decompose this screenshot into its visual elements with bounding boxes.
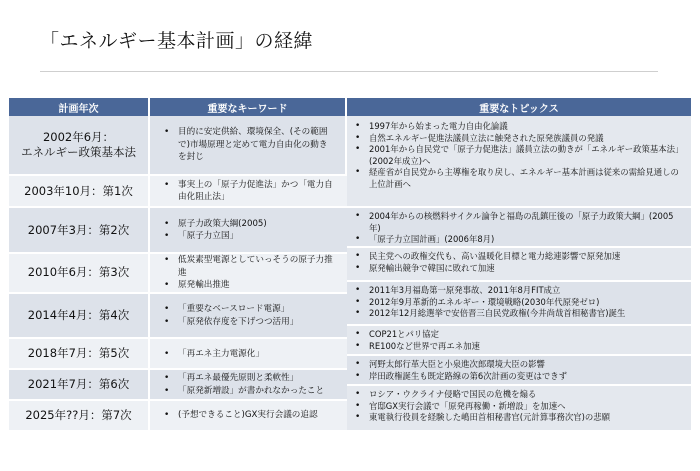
title-divider xyxy=(40,71,658,72)
keyword-item: • 「重要なベースロード電源」 xyxy=(164,303,337,316)
plan-cell: 2010年6月：第3次 xyxy=(9,254,150,295)
table-row xyxy=(9,116,691,176)
plan-cell: 2018年7月：第5次 xyxy=(9,339,150,370)
topic-item: • 2012年12月総選挙で安倍晋三自民党政権(今井尚哉首相秘書官)誕生 xyxy=(353,308,683,320)
topic-item: • 河野太郎行革大臣と小泉進次郎環境大臣の影響 xyxy=(353,359,683,371)
keyword-cell xyxy=(150,401,347,432)
keyword-item: • 原子力政策大綱(2005) xyxy=(164,218,337,231)
plan-line: エネルギー政策基本法 xyxy=(21,144,136,159)
topic-item: • 官邸GX実行会議で「原発再稼働・新増設」を加速へ xyxy=(353,401,683,413)
keyword-item: • 事実上の「原子力促進法」かつ「電力自由化阻止法」 xyxy=(164,179,337,204)
topic-group xyxy=(347,356,691,386)
plan-line: 2002年6月： xyxy=(42,129,115,144)
keyword-item: • 「再エネ最優先原則と柔軟性」 xyxy=(164,372,337,385)
topic-item: • 2004年からの核燃料サイクル論争と福島の乱鎮圧後の「原子力政策大綱」(2005年) xyxy=(353,211,683,234)
topic-item: • ロシア・ウクライナ侵略で国民の危機を煽る xyxy=(353,389,683,401)
plan-cell: 2003年10月：第1次 xyxy=(9,176,150,209)
keyword-cell xyxy=(150,294,347,339)
plan-cell: 2014年4月：第4次 xyxy=(9,294,150,339)
plan-cell: 2021年7月：第6次 xyxy=(9,370,150,401)
topic-item: • 経産省が自民党から主導権を取り戻し、エネルギー基本計画は従来の需給見通しの上位計画へ xyxy=(353,167,683,190)
topic-item: • 原発輸出競争で韓国に敗れて加速 xyxy=(353,263,683,275)
plan-cell: 2025年??月：第7次 xyxy=(9,401,150,432)
keyword-item: • 低炭素型電源としていっそうの原子力推進 xyxy=(164,254,337,279)
keyword-cell xyxy=(150,370,347,401)
topic-item: • 民主党への政権交代も、高い温暖化目標と電力総連影響で原発加速 xyxy=(353,251,683,263)
topic-item: • 2012年9月革新的エネルギー・環境戦略(2030年代原発ゼロ) xyxy=(353,297,683,309)
topic-item: • 東電執行役員を経験した嶋田首相秘書官(元計算事務次官)の悲願 xyxy=(353,412,683,424)
topic-item: • 岸田政権誕生も既定路線の第6次計画の変更はできず xyxy=(353,371,683,383)
topic-group xyxy=(347,386,691,430)
topic-item: • COP21とパリ協定 xyxy=(353,329,683,341)
keyword-item: • 「原発新増設」が書かれなかったこと xyxy=(164,385,337,398)
topic-item: • 自然エネルギー促進法議員立法に触発された原発族議員の発議 xyxy=(353,133,683,145)
keyword-item: • 目的に安定供給、環境保全、(その範囲で)市場原理と定めて電力自由化の動きを封じ xyxy=(164,126,335,164)
topic-group xyxy=(347,208,691,248)
plan-cell xyxy=(9,116,150,176)
topic-group xyxy=(347,282,691,326)
topic-item: • RE100など世界で再エネ加速 xyxy=(353,341,683,353)
topic-item: • 2011年3月福島第一原発事故、2011年8月FIT成立 xyxy=(353,285,683,297)
topic-group xyxy=(347,326,691,356)
keyword-cell xyxy=(150,208,347,253)
header-keywords: 重要なキーワード xyxy=(150,98,347,116)
topic-item: • 2001年から自民党で「原子力促進法」議員立法の動きが「エネルギー政策基本法」(2002年成立)へ xyxy=(353,144,683,167)
keyword-item: • 「原発依存度を下げつつ活用」 xyxy=(164,316,337,329)
topic-group xyxy=(347,116,691,208)
header-topics: 重要なトピックス xyxy=(347,98,691,116)
keyword-item: • (予想できること)GX実行会議の追認 xyxy=(164,409,337,422)
keyword-cell xyxy=(150,116,347,176)
header-plan-year: 計画年次 xyxy=(9,98,150,116)
plan-cell: 2007年3月：第2次 xyxy=(9,208,150,253)
topic-item: • 1997年から始まった電力自由化論議 xyxy=(353,121,683,133)
keyword-item: • 「再エネ主力電源化」 xyxy=(164,348,337,361)
topics-cell xyxy=(347,116,691,432)
energy-plan-history-table xyxy=(9,98,691,432)
table-header-row xyxy=(9,98,691,116)
keyword-item: • 「原子力立国」 xyxy=(164,230,337,243)
topic-group xyxy=(347,248,691,282)
topic-item: • 「原子力立国計画」(2006年8月) xyxy=(353,234,683,246)
keyword-cell xyxy=(150,176,347,209)
keyword-cell xyxy=(150,339,347,370)
keyword-item: • 原発輸出推進 xyxy=(164,279,337,292)
keyword-cell xyxy=(150,254,347,295)
page-title: 「エネルギー基本計画」の経緯 xyxy=(40,30,314,52)
